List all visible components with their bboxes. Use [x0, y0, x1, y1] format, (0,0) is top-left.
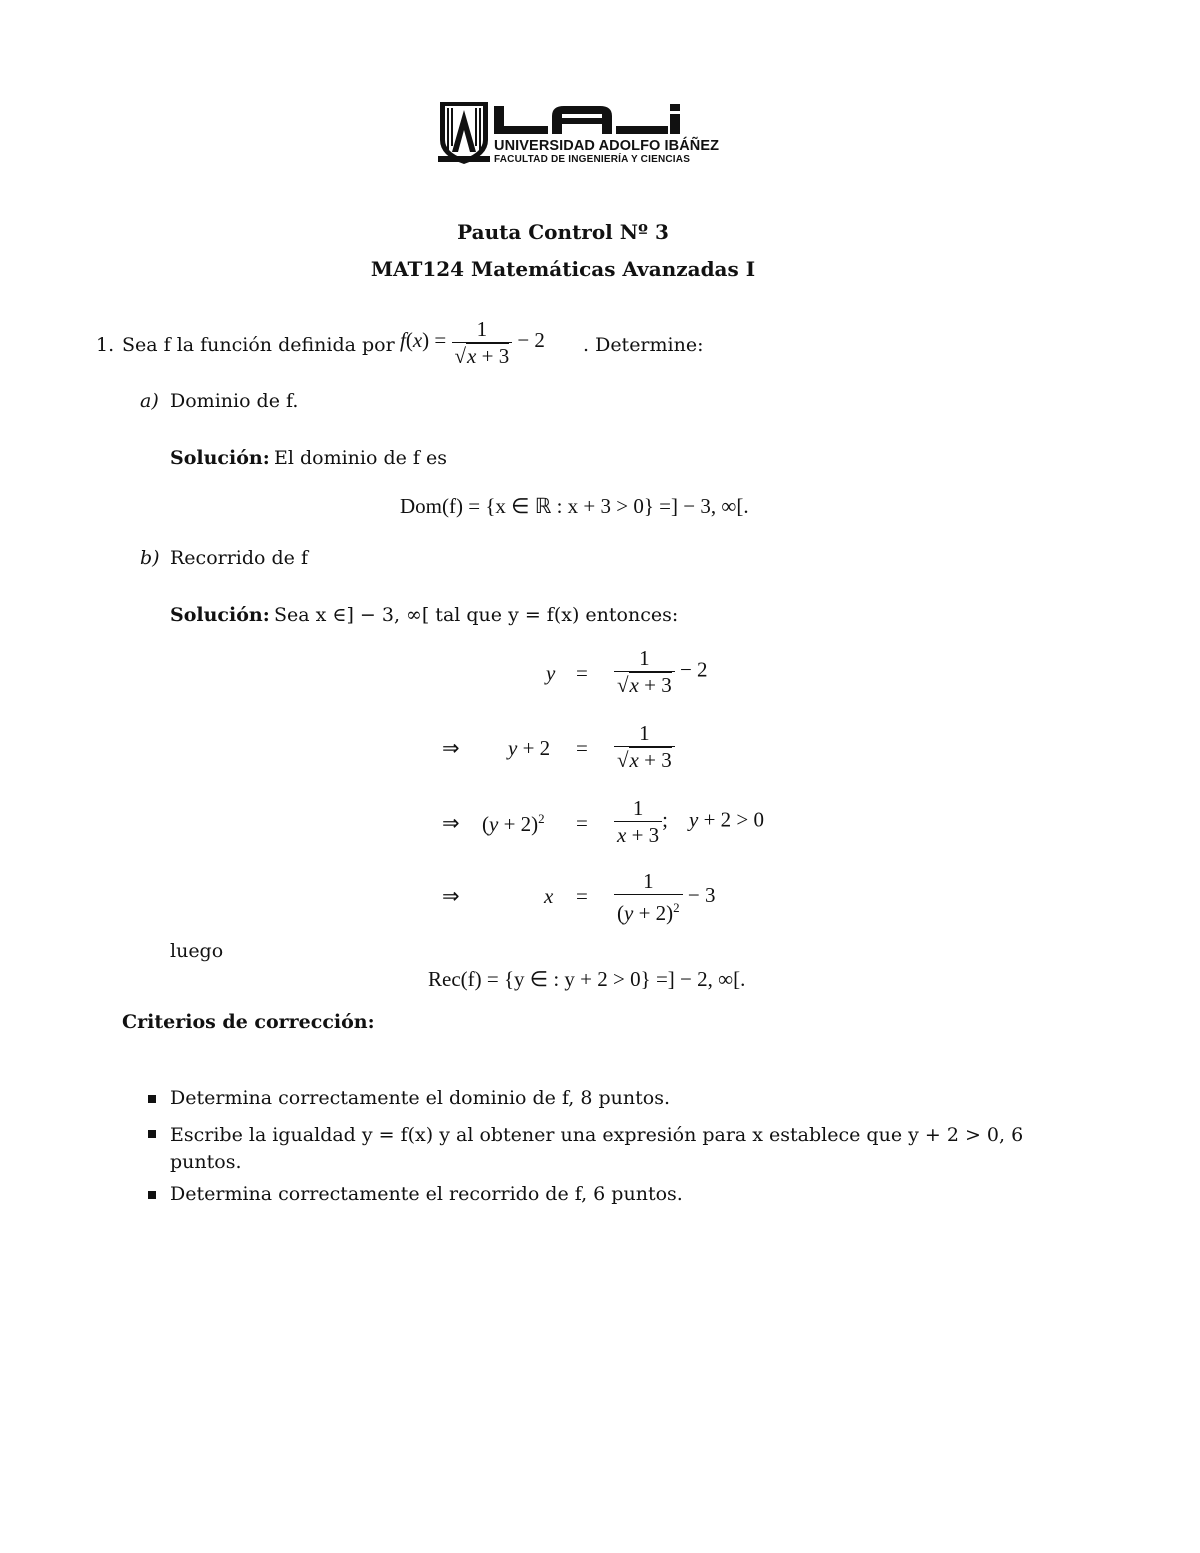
bullet-icon [148, 1130, 156, 1138]
criteria-item: Determina correctamente el dominio de f, 8 puntos. [170, 1087, 671, 1109]
bullet-icon [148, 1191, 156, 1199]
criteria-heading: Criterios de corrección: [122, 1011, 375, 1033]
page-title: Pauta Control Nº 3 [457, 220, 669, 244]
problem-determine: . Determine: [583, 334, 704, 356]
problem-number: 1. [96, 334, 115, 356]
part-b-after: luego [170, 940, 224, 962]
part-a-solution-label: Solución: [170, 447, 270, 469]
part-b-solution-text: Sea x ∈] − 3, ∞[ tal que y = f(x) entonces: [274, 604, 679, 626]
derivation-step-2: ⇒ y + 2 = $\frac{1}{√x + 3}$ [430, 720, 830, 776]
university-crest-icon [436, 100, 492, 166]
logo-university-name: UNIVERSIDAD ADOLFO IBÁÑEZ [494, 138, 720, 154]
part-b-text: Recorrido de f [170, 547, 308, 569]
part-b-label: b) [140, 547, 160, 569]
part-a-text: Dominio de f. [170, 390, 299, 412]
part-a-solution-text: El dominio de f es [274, 447, 447, 469]
criteria-item: Determina correctamente el recorrido de f, 6 puntos. [170, 1183, 683, 1205]
uai-wordmark [492, 102, 682, 136]
page-subtitle: MAT124 Matemáticas Avanzadas I [370, 257, 756, 281]
domain-equation: Dom(f) = {x ∈ ℝ : x + 3 > 0} =] − 3, ∞[. [400, 494, 749, 518]
range-equation: Rec(f) = {y ∈ : y + 2 > 0} =] − 2, ∞[. [428, 967, 746, 991]
criteria-item: Escribe la igualdad y = f(x) y al obtener una expresión para x establece que y + 2 > 0, 6 puntos. [170, 1124, 1024, 1173]
university-logo [436, 100, 720, 168]
derivation-step-1: y = $\frac{1}{√x + 3}$ − 2 [546, 646, 708, 697]
problem-intro: Sea f la función definida por [122, 334, 395, 356]
function-definition: f(x) = $\frac{1}{√x + 3}$ − 2 [400, 317, 545, 368]
logo-faculty-name: FACULTAD DE INGENIERÍA Y CIENCIAS [494, 154, 691, 165]
part-a-label: a) [140, 390, 159, 412]
part-b-solution-label: Solución: [170, 604, 270, 626]
bullet-icon [148, 1095, 156, 1103]
derivation-step-3: ⇒ $(y + 2)^2$ = $\frac{1}{x + 3}$ ; y + 2 > 0 [442, 796, 765, 847]
derivation-step-4: ⇒ x = $\frac{1}{(y + 2)^2}$ − 3 [442, 869, 716, 925]
